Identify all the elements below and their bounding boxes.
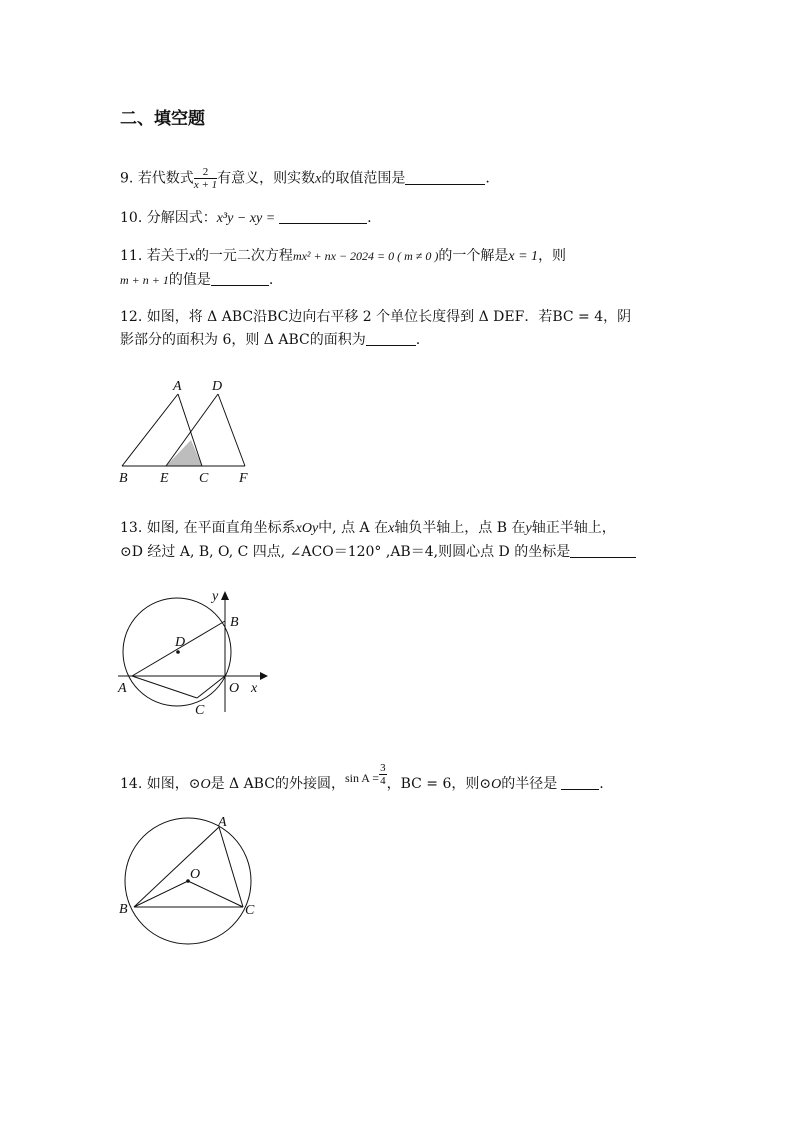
q11-mid: 的一元二次方程 [194, 248, 293, 264]
y-axis-arrow [221, 591, 229, 600]
segment-OC [188, 881, 243, 907]
q10-expr: x³y − xy = [216, 211, 276, 226]
q14-sin-fraction [379, 762, 387, 787]
q9-end: . [485, 170, 490, 187]
section-title: 二、填空题 [120, 109, 205, 129]
q13-x: x [388, 521, 395, 536]
q14-sin: sin A = [344, 771, 380, 785]
q14-answer-blank[interactable] [561, 775, 599, 790]
question-9 [120, 166, 490, 191]
segment-AB [134, 827, 219, 907]
q13-line1-post: 轴正半轴上， [531, 520, 616, 536]
question-11-line-1 [120, 246, 566, 267]
q11-expr: m + n + 1 [120, 273, 169, 287]
question-14 [120, 762, 604, 795]
q11-equation: mx² + nx − 2024 = 0 ( m ≠ 0 ) [292, 249, 439, 263]
q14-sin-num: 3 [380, 762, 386, 774]
segment-OB [134, 881, 188, 907]
question-12-line-2 [120, 330, 420, 350]
label-D: D [212, 379, 223, 394]
q14-number: 14. [120, 776, 143, 792]
q14-bc: ，BC = 6，则 [386, 776, 480, 792]
q14-end: . [599, 776, 604, 792]
segment-DF [218, 394, 245, 466]
shaded-triangle [166, 440, 202, 466]
label-O: O [190, 867, 201, 882]
label-C: C [195, 703, 205, 718]
q9-number: 9. [120, 170, 134, 187]
q12-line2: 影部分的面积为 6，则 Δ ABC的面积为 [120, 332, 366, 348]
label-F: F [239, 471, 248, 486]
q13-line1-pre: 如图, 在平面直角坐标系 [146, 520, 296, 536]
q10-pre: 分解因式： [146, 210, 217, 226]
q9-fraction [194, 166, 217, 191]
question-13-line-1 [120, 518, 616, 539]
q10-number: 10. [120, 210, 143, 226]
q11-answer-blank[interactable] [211, 271, 269, 286]
label-B: B [119, 902, 128, 917]
q9-answer-blank[interactable] [405, 170, 485, 185]
label-A: A [118, 681, 127, 696]
q11-pre: 若关于 [146, 248, 189, 264]
q9-frac-den: x + 1 [193, 179, 218, 191]
q14-mid: 是 Δ ABC的外接圆， [210, 776, 345, 792]
label-x: x [251, 681, 258, 696]
segment-AC [219, 827, 243, 907]
label-D: D [175, 635, 186, 650]
q14-figure [112, 812, 272, 947]
label-B: B [230, 615, 239, 630]
segment-AC [132, 676, 197, 698]
q11-solution: x = 1 [508, 249, 539, 264]
q11-post: ，则 [538, 248, 567, 264]
q9-mid: 有意义，则实数 [217, 170, 316, 187]
label-B: B [119, 471, 128, 486]
center-point-D [176, 650, 180, 654]
label-A: A [173, 379, 182, 394]
label-C: C [199, 471, 209, 486]
label-y: y [212, 589, 219, 604]
q13-line1-mid2: 轴负半轴上，点 B 在 [394, 520, 526, 536]
q12-answer-blank[interactable] [366, 331, 416, 346]
q13-line2: ⊙D 经过 A, B, O, C 四点, ∠ACO＝120° ,AB＝4,则圆心点 D 的坐标是 [120, 544, 571, 560]
q13-answer-blank[interactable] [570, 543, 636, 558]
q10-answer-blank[interactable] [279, 209, 367, 224]
q13-xoy: xOy [295, 521, 319, 536]
q13-figure [112, 586, 272, 720]
q11-var: x [188, 249, 195, 264]
q9-post: 的取值范围是 [321, 170, 406, 187]
q11-end: . [268, 272, 274, 288]
q13-line1-mid: 中, 点 A 在 [318, 520, 389, 536]
q11-line2-post: 的值是 [168, 272, 211, 288]
segment-CO [197, 676, 225, 698]
q14-pre: 如图， [146, 776, 189, 792]
q9-var: x [315, 171, 322, 187]
x-axis-arrow [260, 672, 268, 680]
q9-frac-num: 2 [194, 166, 217, 179]
q12-line1: 如图，将 Δ ABC沿BC边向右平移 2 个单位长度得到 Δ DEF．若BC = 4，阴 [146, 309, 632, 325]
q14-circle-symbol: ⊙O [188, 777, 211, 792]
question-13-line-2 [120, 542, 636, 562]
q14-sin-den: 4 [380, 775, 386, 787]
q14-circle-symbol-2: ⊙O [479, 777, 502, 792]
q14-post: 的半径是 [501, 776, 558, 792]
question-12-line-1 [120, 307, 631, 327]
question-11-line-2 [120, 270, 273, 290]
label-A: A [218, 815, 227, 830]
q12-number: 12. [120, 309, 143, 325]
label-O: O [229, 681, 240, 696]
label-E: E [160, 471, 169, 486]
question-10 [120, 208, 372, 229]
q13-y: y [525, 521, 532, 536]
q13-number: 13. [120, 520, 143, 536]
q11-number: 11. [120, 248, 143, 264]
segment-AB [122, 394, 178, 466]
q12-figure [112, 374, 262, 489]
q11-mid2: 的一个解是 [438, 248, 509, 264]
q9-pre: 若代数式 [137, 170, 194, 187]
q12-end: . [415, 332, 421, 348]
label-C: C [245, 903, 255, 918]
q10-end: . [367, 210, 372, 226]
